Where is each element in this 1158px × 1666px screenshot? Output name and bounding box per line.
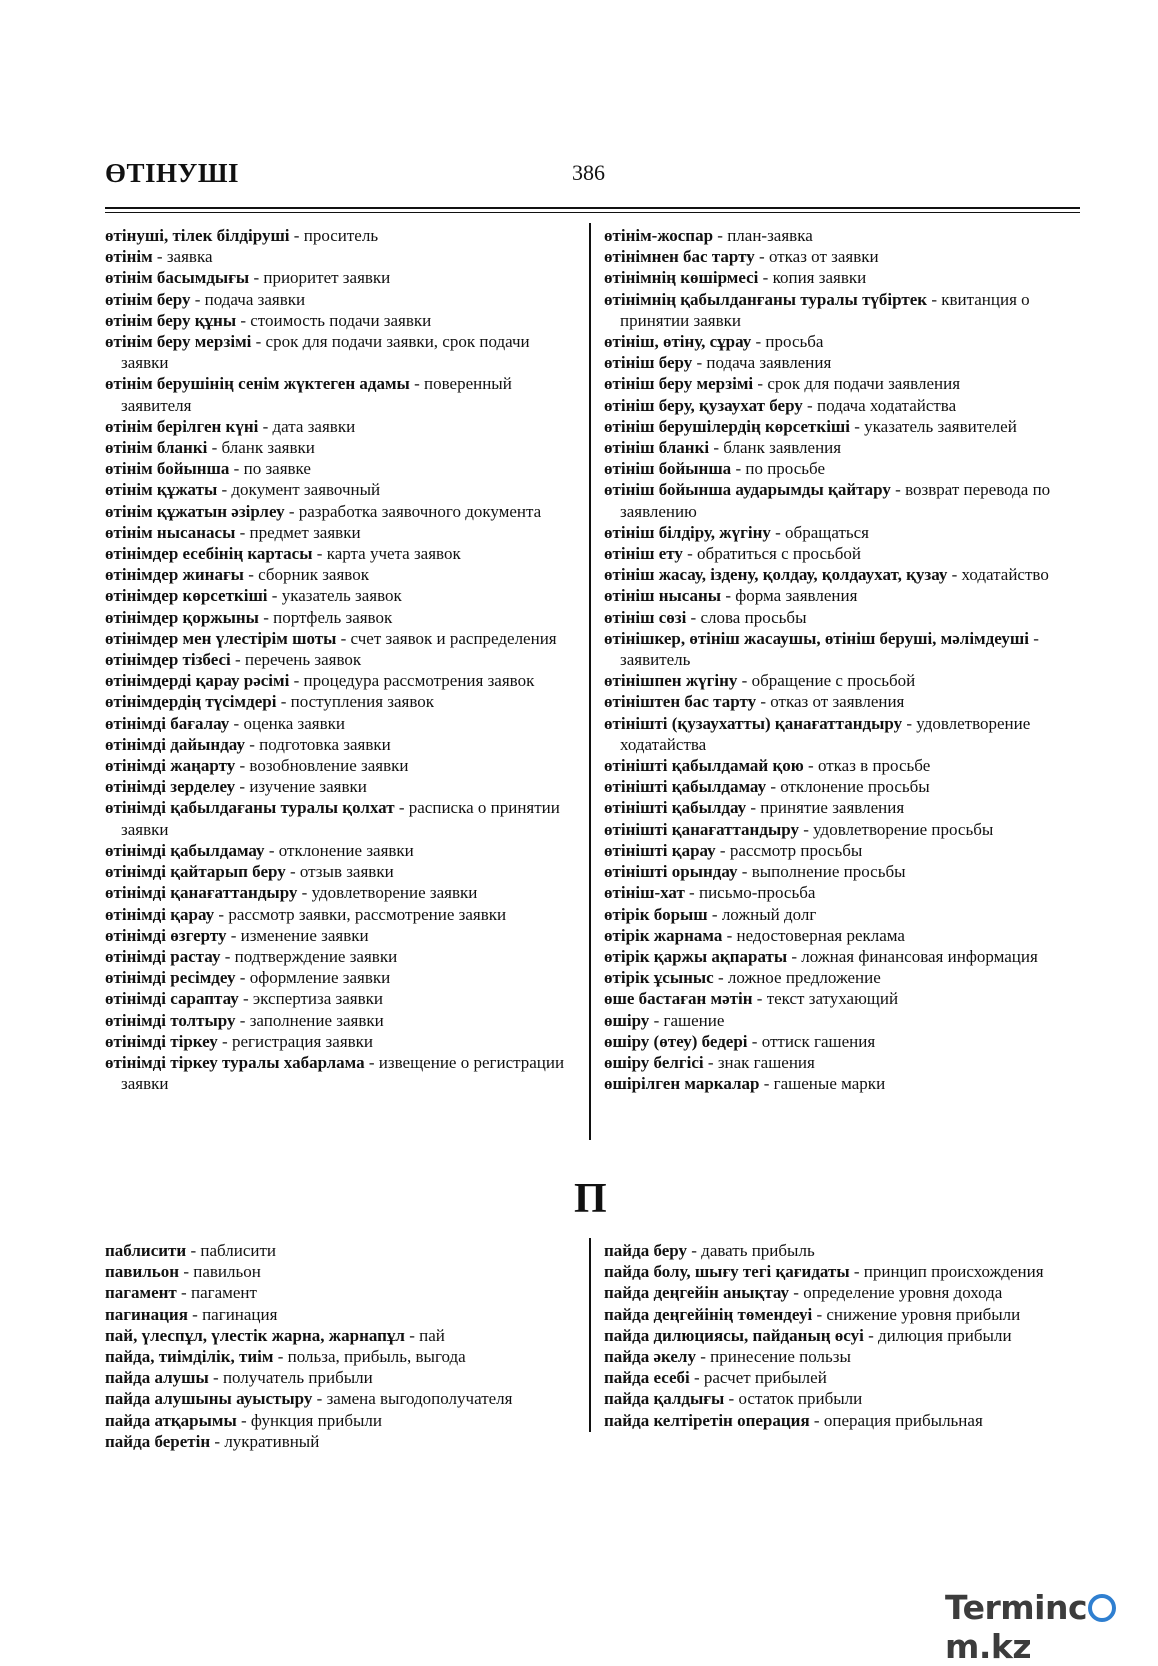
dictionary-entry: өтінімді қабылдамау - отклонение заявки <box>105 840 414 860</box>
entry-term: өтінімді қанағаттандыру <box>105 883 298 903</box>
dictionary-entry: өтінімді дайындау - подготовка заявки <box>105 734 391 754</box>
dictionary-entry: өтініш, өтіну, сұрау - просьба <box>604 332 824 352</box>
entry-translation: процедура рассмотрения заявок <box>303 671 535 691</box>
entry-term: пайда беретін <box>105 1431 211 1451</box>
dictionary-entry: өтінімді зерделеу - изучение заявки <box>105 777 367 797</box>
dictionary-entry: пайда беру - давать прибыль <box>604 1241 815 1260</box>
entry-translation: предмет заявки <box>249 522 361 542</box>
dictionary-entry: өтінімдер қоржыны - портфель заявок <box>105 607 393 627</box>
entry-translation: срок для подачи заявления <box>767 374 961 394</box>
entry-translation: по заявке <box>243 459 311 479</box>
entry-term: өтініш білдіру, жүгіну <box>604 522 771 542</box>
entry-term: өтінішпен жүгіну <box>604 671 738 691</box>
watermark-text-start: Terminc <box>945 1588 1088 1627</box>
dictionary-entry: пайда деңгейін анықтау - определение уровня дохода <box>604 1283 1003 1303</box>
entry-translation: ложный долг <box>721 904 817 924</box>
entry-term: өтінімдердің түсімдері <box>105 692 277 712</box>
entry-term: пайда дилюциясы, пайданың өсуі <box>604 1325 864 1345</box>
entry-translation: рассмотр заявки, рассмотрение заявки <box>228 904 507 924</box>
dictionary-entry: өтінім беру - подача заявки <box>105 289 306 309</box>
dictionary-entry: өтініш бланкі - бланк заявления <box>604 438 842 458</box>
entry-translation: отклонение просьбы <box>780 777 930 797</box>
entry-translation: пагамент <box>190 1283 257 1303</box>
entry-term: пай, үлеспұл, үлестік жарна, жарнапұл <box>105 1325 405 1345</box>
dictionary-entry: өтірік жарнама - недостоверная реклама <box>604 925 905 945</box>
dictionary-entry: өтінімді тіркеу - регистрация заявки <box>105 1031 374 1051</box>
entry-translation: просьба <box>765 332 824 352</box>
dictionary-entry: өтінімді қанағаттандыру - удовлетворение заявки <box>105 883 478 903</box>
dictionary-entry: өтініш-хат - письмо-просьба <box>604 883 816 903</box>
entry-translation: рассмотр просьбы <box>729 840 863 860</box>
entry-term: павильон <box>105 1262 180 1282</box>
entry-term: өтінішті қарау <box>604 840 716 860</box>
entry-translation: принцип происхождения <box>863 1262 1044 1282</box>
dictionary-entry: өтініштен бас тарту - отказ от заявления <box>604 692 905 712</box>
dictionary-entry: өтінішті қабылдамау - отклонение просьбы <box>604 777 930 797</box>
dictionary-entry: өше бастаған мәтін - текст затухающий <box>604 989 899 1009</box>
entry-term: өтінімді өзгерту <box>105 925 227 945</box>
dictionary-entry: өтінішті қанағаттандыру - удовлетворение просьбы <box>604 819 994 839</box>
entries-top-left <box>105 225 570 1094</box>
entry-term: өтініш нысаны <box>604 586 722 606</box>
dictionary-entry: өтініш беру мерзімі - срок для подачи заявления <box>604 374 961 394</box>
entry-translation: расписка о принятии заявки <box>121 798 560 839</box>
entry-term: өтінім <box>105 247 153 267</box>
entry-translation: карта учета заявок <box>326 544 461 564</box>
dictionary-entry: өтінімді растау - подтверждение заявки <box>105 946 398 966</box>
dictionary-entry: паблисити - паблисити <box>105 1241 276 1260</box>
column-divider-top <box>589 223 591 1140</box>
entry-term: өтінімді зерделеу <box>105 777 236 797</box>
dictionary-entry: өтінішті қарау - рассмотр просьбы <box>604 840 863 860</box>
dictionary-entry: өтінім беру құны - стоимость подачи заявки <box>105 310 432 330</box>
entry-term: өтініш беру <box>604 353 693 373</box>
entry-term: пагинация <box>105 1304 188 1324</box>
entry-term: өтінімнен бас тарту <box>604 247 755 267</box>
entry-translation: подача заявления <box>706 353 832 373</box>
entry-translation: подача ходатайства <box>816 395 957 415</box>
entry-translation: определение уровня дохода <box>803 1283 1003 1303</box>
entry-translation: текст затухающий <box>766 989 899 1009</box>
entry-term: өтінімді қабылдамау <box>105 840 265 860</box>
dictionary-entry: өтінімді жаңарту - возобновление заявки <box>105 756 409 776</box>
entry-term: өтінімді бағалау <box>105 713 230 733</box>
entry-term: өтінімді қарау <box>105 904 215 924</box>
entry-term: өтінішті қабылдамау <box>604 777 767 797</box>
dictionary-entry: өтінімді қарау - рассмотр заявки, рассмотрение заявки <box>105 904 507 924</box>
header-word: ӨТІНУШІ <box>105 158 239 188</box>
dictionary-entry: пайда атқарымы - функция прибыли <box>105 1410 382 1430</box>
entry-term: өтінішті қанағаттандыру <box>604 819 799 839</box>
dictionary-entry: өтінім - заявка <box>105 247 213 267</box>
entry-translation: обратиться с просьбой <box>697 544 861 564</box>
entry-translation: бланк заявления <box>723 438 842 458</box>
dictionary-entry: өшіру (өтеу) бедері - оттиск гашения <box>604 1031 876 1051</box>
dictionary-entry: өтініш жасау, іздену, қолдау, қолдаухат, қузау - ходатайство <box>604 565 1049 585</box>
entry-term: өтінімді толтыру <box>105 1010 236 1030</box>
page-number: 386 <box>572 160 605 185</box>
entry-term: өтінім құжатын әзірлеу <box>105 501 285 521</box>
entry-translation: по просьбе <box>745 459 825 479</box>
entry-translation: разработка заявочного документа <box>298 501 542 521</box>
dictionary-entry: өтінімдер тізбесі - перечень заявок <box>105 650 362 670</box>
dictionary-entry: өтінімді тіркеу туралы хабарлама - извещение о регистрации заявки <box>105 1052 565 1094</box>
entry-translation: перечень заявок <box>244 650 362 670</box>
entry-translation: поверенный заявителя <box>121 374 512 415</box>
entry-translation: замена выгодополучателя <box>326 1389 513 1409</box>
column-divider-bottom <box>589 1238 591 1432</box>
entry-term: өтінішті қабылдау <box>604 798 747 818</box>
entry-term: өтінімдер жинағы <box>105 565 244 585</box>
dictionary-entry: өтінуші, тілек білдіруші - проситель <box>105 226 379 245</box>
entry-translation: знак гашения <box>717 1052 815 1072</box>
dictionary-entry: пайда әкелу - принесение пользы <box>604 1347 851 1367</box>
entry-term: өтінім құжаты <box>105 480 218 500</box>
entry-term: пайда атқарымы <box>105 1410 237 1430</box>
entry-translation: форма заявления <box>735 586 858 606</box>
dictionary-entry: өтінішкер, өтініш жасаушы, өтініш беруші, мәлімдеуші - заявитель <box>604 628 1039 670</box>
entry-translation: ложная финансовая информация <box>801 946 1038 966</box>
dictionary-entry: өтірік борыш - ложный долг <box>604 904 817 924</box>
entry-translation: подготовка заявки <box>259 734 391 754</box>
entry-term: өшіру <box>604 1010 650 1030</box>
dictionary-entry: пайда есебі - расчет прибылей <box>604 1368 827 1388</box>
entry-term: өтінім беру мерзімі <box>105 332 252 352</box>
entry-term: өтініш беру, қузаухат беру <box>604 395 803 415</box>
entry-term: өтінім бланкі <box>105 438 208 458</box>
dictionary-entry: пайда болу, шығу тегі қағидаты - принцип происхождения <box>604 1262 1044 1282</box>
entry-term: өтінім нысанасы <box>105 522 236 542</box>
entry-term: өтініш жасау, іздену, қолдау, қолдаухат, қузау <box>604 565 948 585</box>
entry-translation: ходатайство <box>961 565 1049 585</box>
entry-term: пайда алушы <box>105 1368 209 1388</box>
entry-term: өтініш берушілердің көрсеткіші <box>604 416 850 436</box>
dictionary-entry: өтінімдер көрсеткіші - указатель заявок <box>105 586 402 606</box>
dictionary-entry: өтінімді бағалау - оценка заявки <box>105 713 345 733</box>
dictionary-entry: пайда деңгейінің төмендеуі - снижение уровня прибыли <box>604 1304 1021 1324</box>
entry-translation: принесение пользы <box>710 1347 851 1367</box>
dictionary-entry: өтінім нысанасы - предмет заявки <box>105 522 361 542</box>
entry-term: өтінімдер тізбесі <box>105 650 231 670</box>
entries-top-right <box>604 225 1084 1094</box>
entry-translation: отклонение заявки <box>278 840 414 860</box>
dictionary-entry: өтініш білдіру, жүгіну - обращаться <box>604 522 869 542</box>
dictionary-entry: өтініш берушілердің көрсеткіші - указатель заявителей <box>604 416 1017 436</box>
dictionary-entry: өтінішті қабылдамай қою - отказ в просьбе <box>604 756 931 776</box>
entry-term: пайда алушыны ауыстыру <box>105 1389 313 1409</box>
entry-term: өтінімдер мен үлестірім шоты <box>105 628 337 648</box>
dictionary-entry: өтінімді толтыру - заполнение заявки <box>105 1010 384 1030</box>
dictionary-entry: өтінім-жоспар - план-заявка <box>604 226 813 245</box>
dictionary-entry: өтінімнің қабылданғаны туралы түбіртек - квитанция о принятии заявки <box>604 289 1030 330</box>
dictionary-entry: өтінімді қабылдағаны туралы қолхат - расписка о принятии заявки <box>105 798 560 839</box>
entry-term: өтінімдерді қарау рәсімі <box>105 671 290 691</box>
entry-translation: отказ от заявки <box>768 247 879 267</box>
dictionary-entry: өтінішті орындау - выполнение просьбы <box>604 862 906 882</box>
entry-translation: расчет прибылей <box>703 1368 827 1388</box>
entry-translation: отказ в просьбе <box>817 756 931 776</box>
dictionary-entry: пай, үлеспұл, үлестік жарна, жарнапұл - пай <box>105 1325 445 1345</box>
entry-translation: пагинация <box>202 1304 278 1324</box>
entry-translation: недостоверная реклама <box>736 925 905 945</box>
dictionary-entry: өтініш нысаны - форма заявления <box>604 586 858 606</box>
entry-translation: отзыв заявки <box>299 862 394 882</box>
entry-term: өтініш сөзі <box>604 607 687 627</box>
entry-term: өтінімдер қоржыны <box>105 607 259 627</box>
entry-translation: указатель заявок <box>281 586 402 606</box>
entry-translation: операция прибыльная <box>823 1410 983 1430</box>
entry-translation: бланк заявки <box>221 438 315 458</box>
watermark-text-end: m.kz <box>945 1627 1032 1666</box>
entry-translation: проситель <box>303 226 379 245</box>
entry-term: пайда деңгейін анықтау <box>604 1283 790 1303</box>
entry-translation: дилюция прибыли <box>878 1325 1012 1345</box>
dictionary-entry: өтінімді өзгерту - изменение заявки <box>105 925 369 945</box>
dictionary-entry: өтінімді сараптау - экспертиза заявки <box>105 989 383 1009</box>
entry-translation: оформление заявки <box>249 968 391 988</box>
entry-term: өтінім-жоспар <box>604 226 714 245</box>
entry-term: өшірілген маркалар <box>604 1074 760 1094</box>
dictionary-entry: өтінім беру мерзімі - срок для подачи заявки, срок подачи заявки <box>105 332 530 373</box>
entry-term: өтінім бойынша <box>105 459 230 479</box>
dictionary-entry: өтінім берушінің сенім жүктеген адамы - поверенный заявителя <box>105 374 512 415</box>
dictionary-entry: өтірік қаржы ақпараты - ложная финансовая информация <box>604 946 1038 966</box>
dictionary-entry: өшіру - гашение <box>604 1010 725 1030</box>
entry-term: паблисити <box>105 1241 187 1260</box>
entry-translation: оттиск гашения <box>761 1031 876 1051</box>
entry-term: өтірік жарнама <box>604 925 723 945</box>
dictionary-entry: пайда дилюциясы, пайданың өсуі - дилюция прибыли <box>604 1325 1012 1345</box>
dictionary-entry: өтінішті қабылдау - принятие заявления <box>604 798 905 818</box>
dictionary-entry: өтінімдер жинағы - сборник заявок <box>105 565 369 585</box>
entry-term: өтінімдер көрсеткіші <box>105 586 268 606</box>
dictionary-entry: пайда беретін - лукративный <box>105 1431 320 1451</box>
entry-translation: остаток прибыли <box>738 1389 863 1409</box>
entry-translation: удовлетворение заявки <box>311 883 478 903</box>
dictionary-entry: өтінішпен жүгіну - обращение с просьбой <box>604 671 916 691</box>
entry-translation: дата заявки <box>272 416 356 436</box>
entry-translation: экспертиза заявки <box>252 989 383 1009</box>
dictionary-entry: өтінімдер мен үлестірім шоты - счет заявок и распределения <box>105 628 557 648</box>
entry-term: өтінімді тіркеу <box>105 1031 218 1051</box>
entry-translation: лукративный <box>224 1431 320 1451</box>
entry-translation: заполнение заявки <box>249 1010 384 1030</box>
entry-translation: план-заявка <box>727 226 813 245</box>
section-letter: П <box>574 1176 607 1222</box>
entry-term: пайда деңгейінің төмендеуі <box>604 1304 813 1324</box>
entry-translation: возврат перевода по заявлению <box>620 480 1051 521</box>
entry-term: өтінімнің қабылданғаны туралы түбіртек <box>604 289 928 309</box>
entry-term: өтірік ұсыныс <box>604 968 714 988</box>
dictionary-entry: өтінім берілген күні - дата заявки <box>105 416 356 436</box>
entry-translation: павильон <box>193 1262 261 1282</box>
entry-translation: выполнение просьбы <box>751 862 906 882</box>
entry-translation: ложное предложение <box>727 968 881 988</box>
entry-translation: заявитель <box>620 650 691 670</box>
entry-translation: письмо-просьба <box>698 883 816 903</box>
entry-term: өтірік қаржы ақпараты <box>604 946 788 966</box>
entry-translation: удовлетворение просьбы <box>813 819 994 839</box>
dictionary-entry: өтінімнен бас тарту - отказ от заявки <box>604 247 879 267</box>
dictionary-entry: пайда, тиімділік, тиім - польза, прибыль, выгода <box>105 1347 466 1367</box>
entry-translation: принятие заявления <box>760 798 905 818</box>
entry-translation: польза, прибыль, выгода <box>287 1347 466 1367</box>
entry-term: пагамент <box>105 1283 177 1303</box>
entry-term: пайда әкелу <box>604 1347 696 1367</box>
entry-term: өтініш бойынша <box>604 459 732 479</box>
dictionary-entry: өшірілген маркалар - гашеные марки <box>604 1074 886 1094</box>
entry-term: өтініш ету <box>604 544 683 564</box>
dictionary-entry: өтінім құжатын әзірлеу - разработка заявочного документа <box>105 501 542 521</box>
entry-term: өтініш-хат <box>604 883 685 903</box>
entry-term: өшіру белгісі <box>604 1052 704 1072</box>
entry-translation: сборник заявок <box>258 565 369 585</box>
entry-translation: указатель заявителей <box>864 416 1017 436</box>
entry-translation: изменение заявки <box>240 925 369 945</box>
dictionary-entry: өтініш бойынша - по просьбе <box>604 459 825 479</box>
entry-term: өтінішті орындау <box>604 862 738 882</box>
entry-term: өтінім берілген күні <box>105 416 259 436</box>
dictionary-entry: өтініш беру, қузаухат беру - подача ходатайства <box>604 395 957 415</box>
entry-translation: копия заявки <box>772 268 867 288</box>
dictionary-entry: өтініш ету - обратиться с просьбой <box>604 544 861 564</box>
entry-term: өтінімді қайтарып беру <box>105 862 286 882</box>
dictionary-entry: өтінімнің көшірмесі - копия заявки <box>604 268 867 288</box>
entry-term: өтінімді сараптау <box>105 989 239 1009</box>
entry-translation: давать прибыль <box>701 1241 815 1260</box>
entry-term: өше бастаған мәтін <box>604 989 753 1009</box>
entry-term: өтініш беру мерзімі <box>604 374 754 394</box>
entry-term: пайда есебі <box>604 1368 690 1388</box>
entries-bottom-right <box>604 1240 1084 1431</box>
entry-translation: извещение о регистрации заявки <box>121 1052 565 1094</box>
entry-translation: слова просьбы <box>700 607 807 627</box>
entry-term: өтініштен бас тарту <box>604 692 757 712</box>
dictionary-entry: пайда қалдығы - остаток прибыли <box>604 1389 863 1409</box>
dictionary-entry: павильон - павильон <box>105 1262 261 1282</box>
header-rule-thick <box>105 207 1080 209</box>
entry-translation: оценка заявки <box>243 713 345 733</box>
entry-term: өтінуші, тілек білдіруші <box>105 226 290 245</box>
dictionary-entry: өтінім құжаты - документ заявочный <box>105 480 381 500</box>
entry-translation: гашение <box>663 1010 725 1030</box>
entry-translation: функция прибыли <box>250 1410 382 1430</box>
entry-translation: получатель прибыли <box>222 1368 373 1388</box>
entry-term: өтірік борыш <box>604 904 708 924</box>
entry-term: пайда беру <box>604 1241 687 1260</box>
entry-term: өтінімнің көшірмесі <box>604 268 759 288</box>
entry-term: өтініш бланкі <box>604 438 710 458</box>
entry-term: өтінішті (қузаухатты) қанағаттандыру <box>604 713 903 733</box>
dictionary-entry: өтінім басымдығы - приоритет заявки <box>105 268 391 288</box>
entry-translation: квитанция о принятии заявки <box>620 289 1030 330</box>
entry-translation: обращение с просьбой <box>751 671 916 691</box>
entry-term: өтінімдер есебінің картасы <box>105 544 313 564</box>
entry-term: өтінім беру <box>105 289 191 309</box>
entry-translation: документ заявочный <box>231 480 381 500</box>
entry-translation: отказ от заявления <box>770 692 905 712</box>
dictionary-entry: пагинация - пагинация <box>105 1304 278 1324</box>
entry-translation: приоритет заявки <box>263 268 391 288</box>
dictionary-entry: өтінім бланкі - бланк заявки <box>105 438 315 458</box>
dictionary-entry: пайда алушы - получатель прибыли <box>105 1368 373 1388</box>
entry-translation: поступления заявок <box>290 692 435 712</box>
entry-translation: регистрация заявки <box>231 1031 374 1051</box>
entry-term: өшіру (өтеу) бедері <box>604 1031 748 1051</box>
entry-translation: стоимость подачи заявки <box>250 310 432 330</box>
entry-term: өтінімді растау <box>105 946 221 966</box>
entry-translation: обращаться <box>785 522 869 542</box>
header-rule-thin <box>105 212 1080 213</box>
entry-term: өтініш бойынша аударымды қайтару <box>604 480 891 500</box>
entry-translation: пай <box>419 1325 445 1345</box>
entry-term: өтінімді ресімдеу <box>105 968 236 988</box>
entry-translation: счет заявок и распределения <box>350 628 557 648</box>
dictionary-entry: өшіру белгісі - знак гашения <box>604 1052 815 1072</box>
dictionary-entry: өтініш сөзі - слова просьбы <box>604 607 807 627</box>
entry-translation: подтверждение заявки <box>234 946 398 966</box>
dictionary-entry: өтінімдердің түсімдері - поступления заявок <box>105 692 435 712</box>
watermark-o-icon <box>1088 1594 1116 1622</box>
dictionary-entry: пайда алушыны ауыстыру - замена выгодополучателя <box>105 1389 513 1409</box>
entry-term: пайда қалдығы <box>604 1389 725 1409</box>
entry-term: өтінімді қабылдағаны туралы қолхат <box>105 798 395 818</box>
entry-term: өтінімді жаңарту <box>105 756 236 776</box>
dictionary-entry: өтінішті (қузаухатты) қанағаттандыру - удовлетворение ходатайства <box>604 713 1031 754</box>
entry-translation: гашеные марки <box>773 1074 886 1094</box>
entry-term: өтінішкер, өтініш жасаушы, өтініш беруші, мәлімдеуші <box>604 628 1029 648</box>
dictionary-entry: өтірік ұсыныс - ложное предложение <box>604 968 881 988</box>
dictionary-entry: өтінім бойынша - по заявке <box>105 459 311 479</box>
watermark-logo <box>945 1588 1158 1666</box>
entry-term: өтінім беру құны <box>105 310 237 330</box>
entry-term: пайда, тиімділік, тиім <box>105 1347 274 1367</box>
dictionary-entry: өтінімді ресімдеу - оформление заявки <box>105 968 391 988</box>
entry-translation: срок для подачи заявки, срок подачи заявки <box>121 332 530 373</box>
entries-bottom-left <box>105 1240 570 1452</box>
entry-term: өтінімді тіркеу туралы хабарлама <box>105 1052 365 1072</box>
entry-term: өтінішті қабылдамай қою <box>604 756 804 776</box>
entry-translation: заявка <box>166 247 213 267</box>
entry-term: өтініш, өтіну, сұрау <box>604 332 752 352</box>
entry-term: өтінім берушінің сенім жүктеген адамы <box>105 374 410 394</box>
dictionary-entry: өтініш бойынша аударымды қайтару - возврат перевода по заявлению <box>604 480 1051 521</box>
entry-translation: паблисити <box>200 1241 276 1260</box>
entry-term: өтінім басымдығы <box>105 268 250 288</box>
entry-term: өтінімді дайындау <box>105 734 245 754</box>
entry-translation: портфель заявок <box>273 607 393 627</box>
entry-translation: изучение заявки <box>249 777 367 797</box>
dictionary-entry: өтінімдерді қарау рәсімі - процедура рассмотрения заявок <box>105 671 535 691</box>
dictionary-entry: пайда келтіретін операция - операция прибыльная <box>604 1410 983 1430</box>
entry-translation: снижение уровня прибыли <box>826 1304 1021 1324</box>
entry-translation: подача заявки <box>204 289 306 309</box>
entry-translation: удовлетворение ходатайства <box>620 713 1031 754</box>
entry-translation: возобновление заявки <box>249 756 409 776</box>
dictionary-entry: өтінімдер есебінің картасы - карта учета заявок <box>105 544 461 564</box>
dictionary-entry: пагамент - пагамент <box>105 1283 257 1303</box>
entry-term: пайда болу, шығу тегі қағидаты <box>604 1262 850 1282</box>
dictionary-entry: өтініш беру - подача заявления <box>604 353 832 373</box>
dictionary-entry: өтінімді қайтарып беру - отзыв заявки <box>105 862 394 882</box>
entry-term: пайда келтіретін операция <box>604 1410 810 1430</box>
